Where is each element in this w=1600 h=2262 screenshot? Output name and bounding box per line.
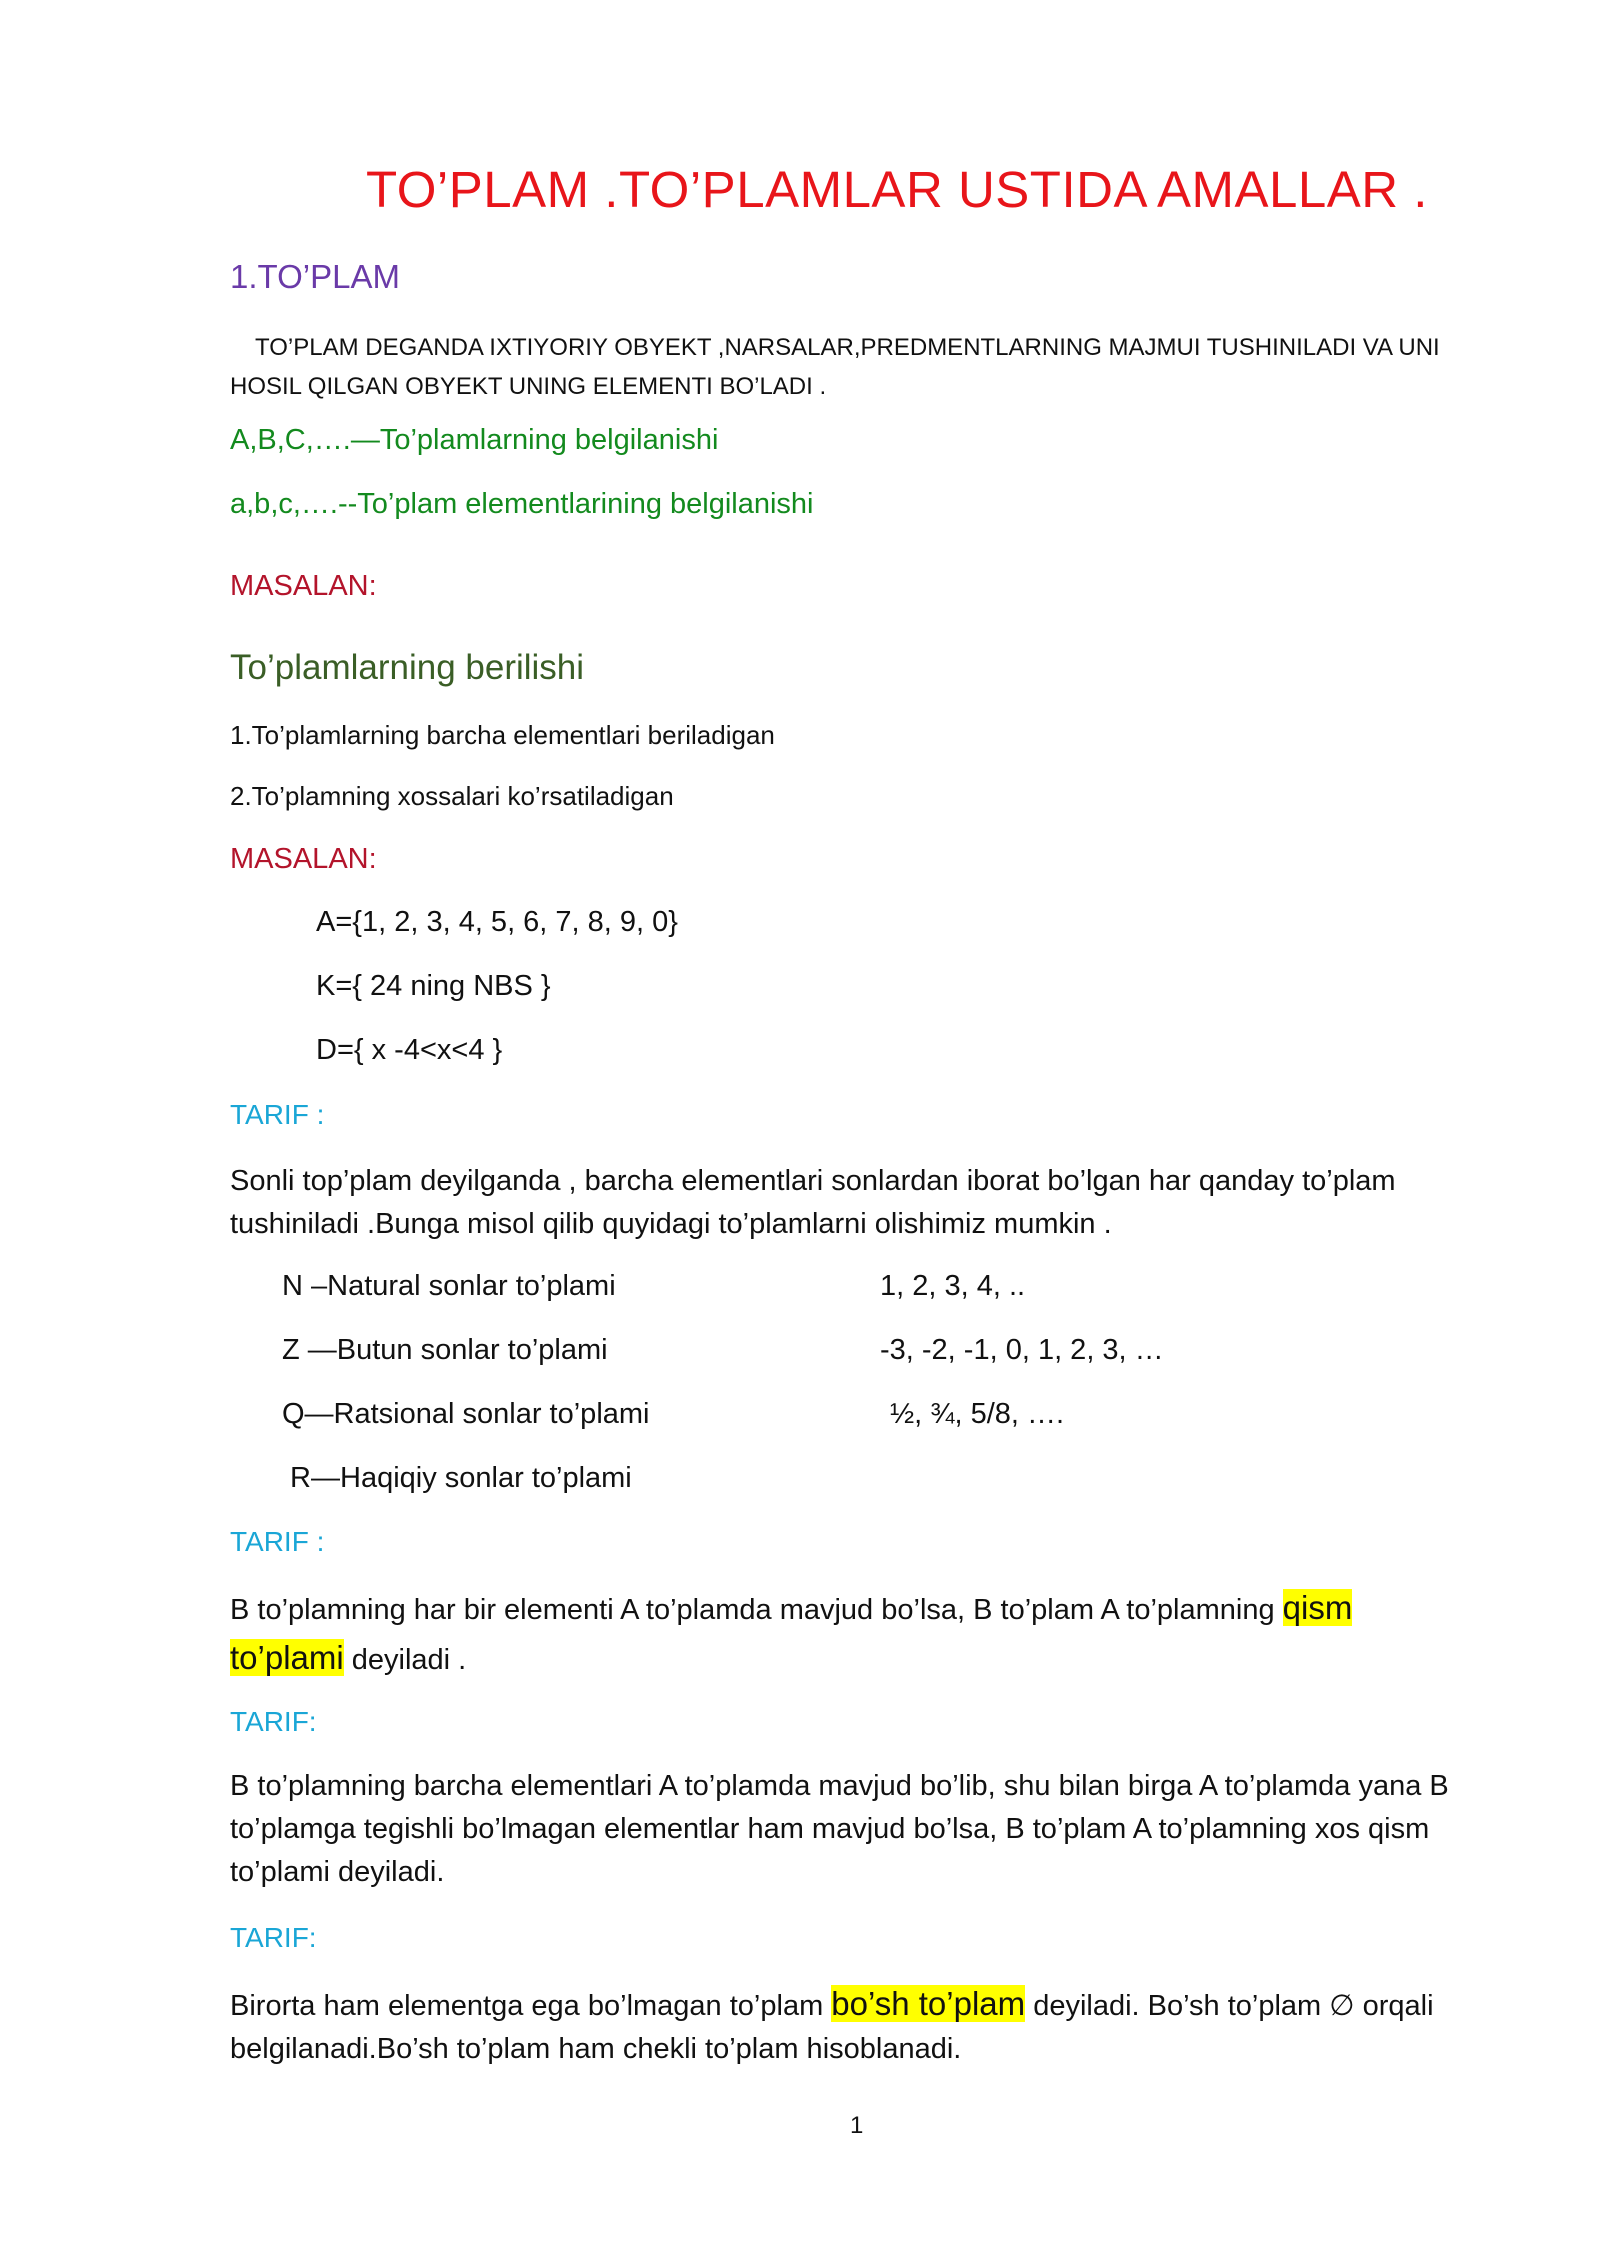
set-name-natural: N –Natural sonlar to’plami bbox=[282, 1270, 616, 1302]
example-label-1: MASALAN: bbox=[230, 570, 377, 602]
set-example-natural: 1, 2, 3, 4, .. bbox=[880, 1270, 1026, 1302]
tarif-text-3: B to’plamning barcha elementlari A to’plamda mavjud bo’lib, shu bilan birga A to’plamda yana B to’plamga tegishli bo’lmagan elementlar ham mavjud bo’lsa, B to’plam A to’plamning xos qism to’plami deyiladi. bbox=[230, 1770, 1449, 1888]
tarif-label-4: TARIF: bbox=[230, 1922, 317, 1953]
section-heading-toplam: 1.TO’PLAM bbox=[230, 258, 400, 295]
tarif-text-4 bbox=[230, 1982, 1500, 2071]
list-item: 1.To’plamlarning barcha elementlari beriladigan bbox=[230, 720, 775, 750]
set-example-rational: ½, ¾, 5/8, …. bbox=[890, 1398, 1065, 1430]
tarif-text-4-end: deyiladi. Bo’sh to’plam ∅ orqali belgilanadi.Bo’sh to’plam ham chekli to’plam hisoblanadi. bbox=[230, 1990, 1434, 2065]
document-title: TO’PLAM .TO’PLAMLAR USTIDA AMALLAR . bbox=[366, 161, 1428, 218]
highlight-bosh-toplam: bo’sh to’plam bbox=[831, 1985, 1026, 2022]
set-example-a: A={1, 2, 3, 4, 5, 6, 7, 8, 9, 0} bbox=[316, 906, 678, 938]
highlight-toplami: to’plami bbox=[230, 1639, 344, 1676]
tarif-text-2-start: B to’plamning har bir elementi A to’plamda mavjud bo’lsa, B to’plam A to’plamning bbox=[230, 1594, 1283, 1626]
tarif-text-2-end: deyiladi . bbox=[343, 1644, 467, 1676]
set-example-d: D={ x -4<x<4 } bbox=[316, 1034, 503, 1066]
page-number: 1 bbox=[850, 2112, 864, 2139]
set-example-k: K={ 24 ning NBS } bbox=[316, 970, 551, 1002]
notation-elements: a,b,c,….--To’plam elementlarining belgilanishi bbox=[230, 488, 814, 520]
tarif-label-2: TARIF : bbox=[230, 1526, 325, 1557]
set-name-integer: Z —Butun sonlar to’plami bbox=[282, 1334, 608, 1366]
notation-sets: A,B,C,….—To’plamlarning belgilanishi bbox=[230, 424, 719, 456]
set-example-integer: -3, -2, -1, 0, 1, 2, 3, … bbox=[880, 1334, 1164, 1366]
tarif-text-4-start: Birorta ham elementga ega bo’lmagan to’plam bbox=[230, 1990, 832, 2022]
tarif-label-1: TARIF : bbox=[230, 1099, 325, 1130]
set-name-rational: Q—Ratsional sonlar to’plami bbox=[282, 1398, 650, 1430]
toplam-definition: TO’PLAM DEGANDA IXTIYORIY OBYEKT ,NARSALAR,PREDMENTLARNING MAJMUI TUSHINILADI VA UNI HOSIL QILGAN OBYEKT UNING ELEMENTI BO’LADI . bbox=[230, 334, 1440, 400]
set-name-real: R—Haqiqiy sonlar to’plami bbox=[282, 1462, 632, 1494]
section-heading-berilishi: To’plamlarning berilishi bbox=[230, 648, 585, 687]
highlight-qism: qism bbox=[1282, 1589, 1353, 1626]
example-label-2: MASALAN: bbox=[230, 843, 377, 875]
list-item: 2.To’plamning xossalari ko’rsatiladigan bbox=[230, 781, 674, 811]
tarif-label-3: TARIF: bbox=[230, 1706, 317, 1737]
tarif-text-1: Sonli top’plam deyilganda , barcha elementlari sonlardan iborat bo’lgan har qanday to’plam tushiniladi .Bunga misol qilib quyidagi to’plamlarni olishimiz mumkin . bbox=[230, 1165, 1396, 1240]
tarif-text-2 bbox=[230, 1584, 1500, 1684]
